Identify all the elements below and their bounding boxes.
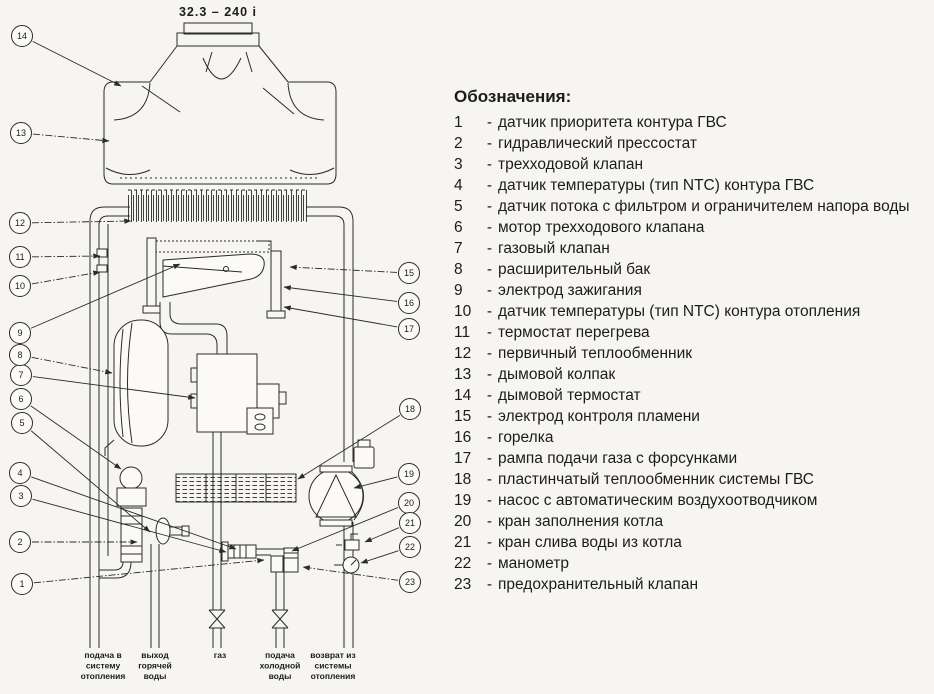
svg-text:холодной: холодной xyxy=(259,660,301,671)
legend-item-10 xyxy=(452,301,930,322)
legend-item-separator: - xyxy=(486,156,493,173)
callout-22 xyxy=(400,537,421,558)
legend-item-number: 17 xyxy=(454,450,472,467)
leader-6 xyxy=(31,406,121,469)
legend-heading: Обозначения: xyxy=(454,87,572,106)
legend-item-number: 7 xyxy=(454,240,463,257)
legend-item-number: 10 xyxy=(454,303,472,320)
svg-text:15: 15 xyxy=(403,268,415,279)
legend-item-9 xyxy=(452,280,930,301)
pipe-label-heating-supply xyxy=(81,650,126,681)
legend-item-text: гидравлический прессостат xyxy=(498,135,698,152)
callout-14 xyxy=(12,26,33,47)
legend-item-number: 22 xyxy=(454,555,472,572)
svg-text:подача в: подача в xyxy=(84,650,122,660)
legend-item-text: электрод контроля пламени xyxy=(498,408,700,425)
legend-item-separator: - xyxy=(486,429,493,446)
svg-text:5: 5 xyxy=(19,418,25,429)
callout-21 xyxy=(400,513,421,534)
leader-8 xyxy=(32,357,112,373)
svg-text:систему: систему xyxy=(85,660,121,671)
legend-item-22 xyxy=(452,553,930,574)
legend-item-separator: - xyxy=(486,450,493,467)
legend-item-separator: - xyxy=(486,366,493,383)
shutoff-valves xyxy=(209,610,288,648)
svg-text:отопления: отопления xyxy=(80,671,126,681)
diagram-title: 32.3 – 240 i xyxy=(178,5,258,19)
legend-item-number: 1 xyxy=(454,114,463,131)
legend-item-number: 23 xyxy=(454,576,472,593)
legend-panel xyxy=(452,86,930,595)
pipe-label-gas xyxy=(214,650,227,660)
callout-19 xyxy=(399,464,420,485)
callout-17 xyxy=(399,319,420,340)
legend-item-text: дымовой колпак xyxy=(498,366,616,383)
burner-assembly xyxy=(143,238,285,318)
boiler-schematic-svg xyxy=(0,0,455,694)
legend-item-text: первичный теплообменник xyxy=(498,345,693,362)
legend-item-separator: - xyxy=(486,114,493,131)
callout-18 xyxy=(400,399,421,420)
legend-item-number: 21 xyxy=(454,534,472,551)
legend-item-text: датчик приоритета контура ГВС xyxy=(498,114,727,131)
legend-item-7 xyxy=(452,238,930,259)
legend-item-text: пластинчатый теплообменник системы ГВС xyxy=(498,471,814,488)
legend-item-separator: - xyxy=(486,303,493,320)
legend-item-separator: - xyxy=(486,240,493,257)
svg-text:8: 8 xyxy=(17,350,23,361)
leader-9 xyxy=(31,264,180,328)
leader-13 xyxy=(33,134,109,141)
legend-item-5 xyxy=(452,196,930,217)
plate-heat-exchanger xyxy=(176,474,296,502)
legend-item-separator: - xyxy=(486,576,493,593)
callout-7 xyxy=(11,365,32,386)
legend-item-17 xyxy=(452,448,930,469)
svg-text:7: 7 xyxy=(18,370,24,381)
legend-item-number: 16 xyxy=(454,429,472,446)
pump xyxy=(309,440,374,526)
legend-item-separator: - xyxy=(486,282,493,299)
svg-text:11: 11 xyxy=(15,252,25,263)
legend-item-number: 20 xyxy=(454,513,472,530)
legend-item-separator: - xyxy=(486,345,493,362)
svg-text:2: 2 xyxy=(17,537,23,548)
legend-item-3 xyxy=(452,154,930,175)
legend-item-number: 9 xyxy=(454,282,463,299)
svg-text:10: 10 xyxy=(14,281,26,292)
legend-item-text: датчик температуры (тип NTC) контура ГВС xyxy=(498,177,815,194)
callout-11 xyxy=(10,247,31,268)
svg-text:газ: газ xyxy=(213,650,227,660)
legend-item-text: датчик потока с фильтром и ограничителем напора воды xyxy=(498,198,910,215)
pipe-label-heating-return xyxy=(310,650,356,681)
legend-item-separator: - xyxy=(486,261,493,278)
legend-item-number: 14 xyxy=(454,387,472,404)
smoke-hood xyxy=(104,46,336,184)
pipe-label-cold-in xyxy=(260,650,301,681)
legend-item-21 xyxy=(452,532,930,553)
legend-item-19 xyxy=(452,490,930,511)
svg-text:17: 17 xyxy=(403,324,415,335)
legend-item-number: 2 xyxy=(454,135,463,152)
callout-15 xyxy=(399,263,420,284)
pipe-label-dhw-out xyxy=(138,650,172,681)
svg-text:отопления: отопления xyxy=(310,671,356,681)
legend-item-14 xyxy=(452,385,930,406)
svg-text:12: 12 xyxy=(14,218,26,229)
legend-item-6 xyxy=(452,217,930,238)
legend-item-number: 4 xyxy=(454,177,463,194)
legend-item-23 xyxy=(452,574,930,595)
pipe-labels xyxy=(81,650,356,681)
legend-item-number: 18 xyxy=(454,471,472,488)
legend-item-separator: - xyxy=(486,219,493,236)
leader-17 xyxy=(284,307,397,327)
legend-item-text: расширительный бак xyxy=(498,261,651,278)
svg-text:16: 16 xyxy=(403,298,415,309)
callout-4 xyxy=(10,463,31,484)
legend-item-16 xyxy=(452,427,930,448)
flue-collar xyxy=(177,23,259,46)
svg-text:19: 19 xyxy=(403,469,415,480)
svg-text:подача: подача xyxy=(265,650,295,660)
legend-item-11 xyxy=(452,322,930,343)
svg-text:3: 3 xyxy=(18,491,24,502)
legend-item-text: кран заполнения котла xyxy=(498,513,664,530)
leader-21 xyxy=(365,528,399,542)
legend-item-separator: - xyxy=(486,324,493,341)
leader-22 xyxy=(361,551,399,563)
legend-item-13 xyxy=(452,364,930,385)
legend-item-number: 19 xyxy=(454,492,472,509)
legend-item-separator: - xyxy=(486,471,493,488)
legend-item-separator: - xyxy=(486,513,493,530)
svg-text:23: 23 xyxy=(404,577,416,588)
svg-text:1: 1 xyxy=(19,579,25,590)
svg-text:горячей: горячей xyxy=(138,660,172,671)
legend-item-12 xyxy=(452,343,930,364)
legend-item-15 xyxy=(452,406,930,427)
legend-item-separator: - xyxy=(486,534,493,551)
legend-item-separator: - xyxy=(486,198,493,215)
legend-item-text: датчик температуры (тип NTC) контура отопления xyxy=(498,303,861,320)
leader-16 xyxy=(284,287,397,301)
leader-14 xyxy=(33,41,121,86)
legend-item-text: рампа подачи газа с форсунками xyxy=(498,450,738,467)
svg-text:воды: воды xyxy=(268,671,292,681)
gas-pipe-riser xyxy=(160,302,227,354)
legend-item-separator: - xyxy=(486,177,493,194)
legend-list xyxy=(452,112,930,595)
callout-13 xyxy=(11,123,32,144)
svg-text:20: 20 xyxy=(403,498,415,509)
legend-item-number: 6 xyxy=(454,219,463,236)
legend-item-18 xyxy=(452,469,930,490)
svg-text:возврат из: возврат из xyxy=(310,650,356,660)
svg-text:14: 14 xyxy=(16,31,28,42)
legend-item-text: насос с автоматическим воздухоотводчиком xyxy=(498,492,818,509)
legend-item-2 xyxy=(452,133,930,154)
callout-2 xyxy=(10,532,31,553)
callout-6 xyxy=(11,389,32,410)
legend-item-number: 3 xyxy=(454,156,463,173)
legend-item-separator: - xyxy=(486,135,493,152)
svg-text:9: 9 xyxy=(17,328,23,339)
svg-text:выход: выход xyxy=(141,650,169,660)
callout-3 xyxy=(11,486,32,507)
legend-item-text: электрод зажигания xyxy=(498,282,642,299)
legend-item-text: трехходовой клапан xyxy=(498,156,644,173)
legend-item-1 xyxy=(452,112,930,133)
legend-item-text: предохранительный клапан xyxy=(498,576,699,593)
leader-1 xyxy=(34,560,264,583)
legend-item-text: кран слива воды из котла xyxy=(498,534,682,551)
svg-text:13: 13 xyxy=(15,128,27,139)
svg-text:воды: воды xyxy=(143,671,167,681)
callout-12 xyxy=(10,213,31,234)
legend-item-text: дымовой термостат xyxy=(498,387,641,404)
callout-8 xyxy=(10,345,31,366)
legend-item-number: 11 xyxy=(454,324,471,341)
legend-item-number: 8 xyxy=(454,261,463,278)
svg-text:21: 21 xyxy=(404,518,416,529)
legend-item-number: 5 xyxy=(454,198,463,215)
primary-heat-exchanger xyxy=(128,190,308,222)
svg-text:6: 6 xyxy=(18,394,24,405)
callout-16 xyxy=(399,293,420,314)
expansion-tank xyxy=(105,320,168,456)
legend-item-text: манометр xyxy=(498,555,569,572)
legend-item-text: горелка xyxy=(498,429,554,446)
callout-9 xyxy=(10,323,31,344)
callout-20 xyxy=(399,493,420,514)
legend-item-text: газовый клапан xyxy=(498,240,610,257)
svg-text:22: 22 xyxy=(404,542,416,553)
callout-23 xyxy=(400,572,421,593)
legend-item-separator: - xyxy=(486,387,493,404)
svg-text:системы: системы xyxy=(314,660,352,671)
legend-item-4 xyxy=(452,175,930,196)
legend-item-number: 13 xyxy=(454,366,472,383)
legend-item-number: 15 xyxy=(454,408,472,425)
flow-sensor xyxy=(151,518,189,648)
callout-10 xyxy=(10,276,31,297)
svg-text:4: 4 xyxy=(17,468,23,479)
callout-5 xyxy=(12,413,33,434)
legend-item-number: 12 xyxy=(454,345,472,362)
legend-item-separator: - xyxy=(486,408,493,425)
legend-item-20 xyxy=(452,511,930,532)
taps-and-manometer xyxy=(334,534,359,573)
svg-text:18: 18 xyxy=(404,404,416,415)
callout-1 xyxy=(12,574,33,595)
hydraulic-group xyxy=(222,542,298,610)
legend-item-text: мотор трехходового клапана xyxy=(498,219,705,236)
legend-item-separator: - xyxy=(486,492,493,509)
leader-12 xyxy=(32,221,131,223)
legend-item-text: термостат перегрева xyxy=(498,324,650,341)
legend-item-separator: - xyxy=(486,555,493,572)
legend-item-8 xyxy=(452,259,930,280)
boiler-schematic xyxy=(0,0,455,694)
